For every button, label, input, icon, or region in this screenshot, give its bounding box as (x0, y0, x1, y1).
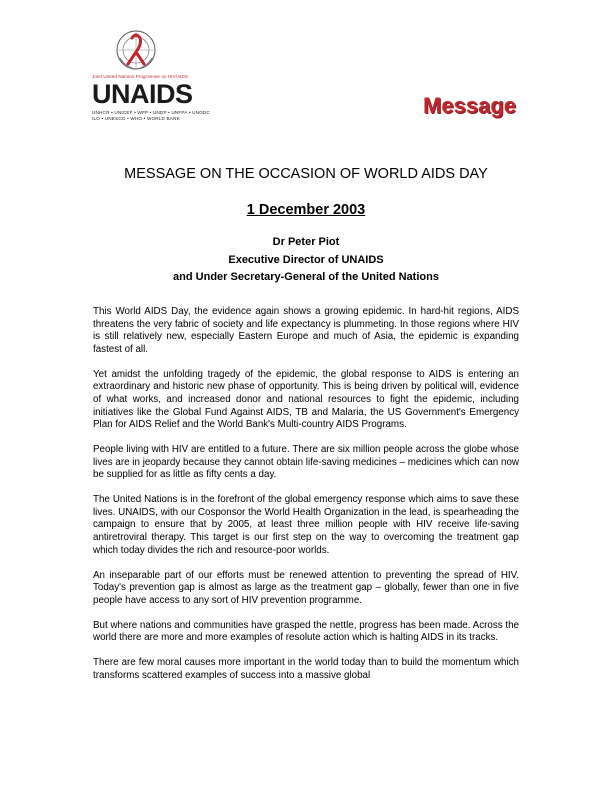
message-body (93, 306, 519, 695)
author-name: Dr Peter Piot (272, 236, 340, 248)
page-title: MESSAGE ON THE OCCASION OF WORLD AIDS DAY (124, 166, 488, 182)
cosponsors-line-1: UNHCR • UNICEF • WFP • UNDP • UNFPA • UNODC (92, 110, 210, 115)
body-paragraph: People living with HIV are entitled to a future. There are six million people across the globe whose lives are in jeopardy because they cannot obtain life-saving medicines – medicines which can now be supplied for as little as fifty cents a day. (93, 444, 519, 481)
body-paragraph: But where nations and communities have grasped the nettle, progress has been made. Across the world there are more and more examples of resolute action which is halting AIDS in its tracks. (93, 619, 519, 644)
cosponsors-line-2: ILO • UNESCO • WHO • WORLD BANK (92, 116, 180, 121)
un-emblem-red-ribbon-icon (114, 28, 158, 72)
author-role-2: and Under Secretary-General of the United Nations (173, 271, 439, 283)
author-role: Executive Director of UNAIDS (228, 253, 384, 266)
section-label: Message (423, 93, 516, 118)
author-block (90, 234, 522, 287)
body-paragraph: There are few moral causes more important in the world today than to build the momentum which transforms scattered examples of success into a massive global (93, 657, 519, 681)
unaids-logo (92, 26, 210, 121)
body-paragraph: An inseparable part of our efforts must be renewed attention to preventing the spread of HIV. Today's prevention gap is almost as large as the treatment gap – globally, fewer than one in five people have access to any sort of HIV prevention programme. (93, 569, 519, 606)
org-name: UNAIDS (92, 79, 193, 109)
body-paragraph: The United Nations is in the forefront of the global emergency response which aims to save these lives. UNAIDS, with our Cosponsor the World Health Organization in the lead, is spearheading the campaign to ensure that by 2005, at least three million people with HIV receive life-saving antiretroviral therapy. This target is our first step on the way to overcoming the treatment gap which today divides the rich and resource-poor worlds. (93, 494, 519, 556)
message-date: 1 December 2003 (246, 202, 366, 218)
org-tagline: Joint United Nations Programme on HIV/AIDS (92, 74, 188, 79)
body-paragraph: This World AIDS Day, the evidence again shows a growing epidemic. In hard-hit regions, AIDS threatens the very fabric of society and life expectancy is plummeting. In those regions where HIV is still relatively new, especially Eastern Europe and much of Asia, the epidemic is expanding fastest of all. (93, 306, 519, 355)
body-paragraph: Yet amidst the unfolding tragedy of the epidemic, the global response to AIDS is entering an extraordinary and historic new phase of opportunity. This is being driven by political will, evidence of what works, and increased donor and national resources to fight the epidemic, including initiatives like the Global Fund Against AIDS, TB and Malaria, the US Government's Emergency Plan for AIDS Relief and the World Bank's Multi-country AIDS Programs. (93, 368, 519, 431)
